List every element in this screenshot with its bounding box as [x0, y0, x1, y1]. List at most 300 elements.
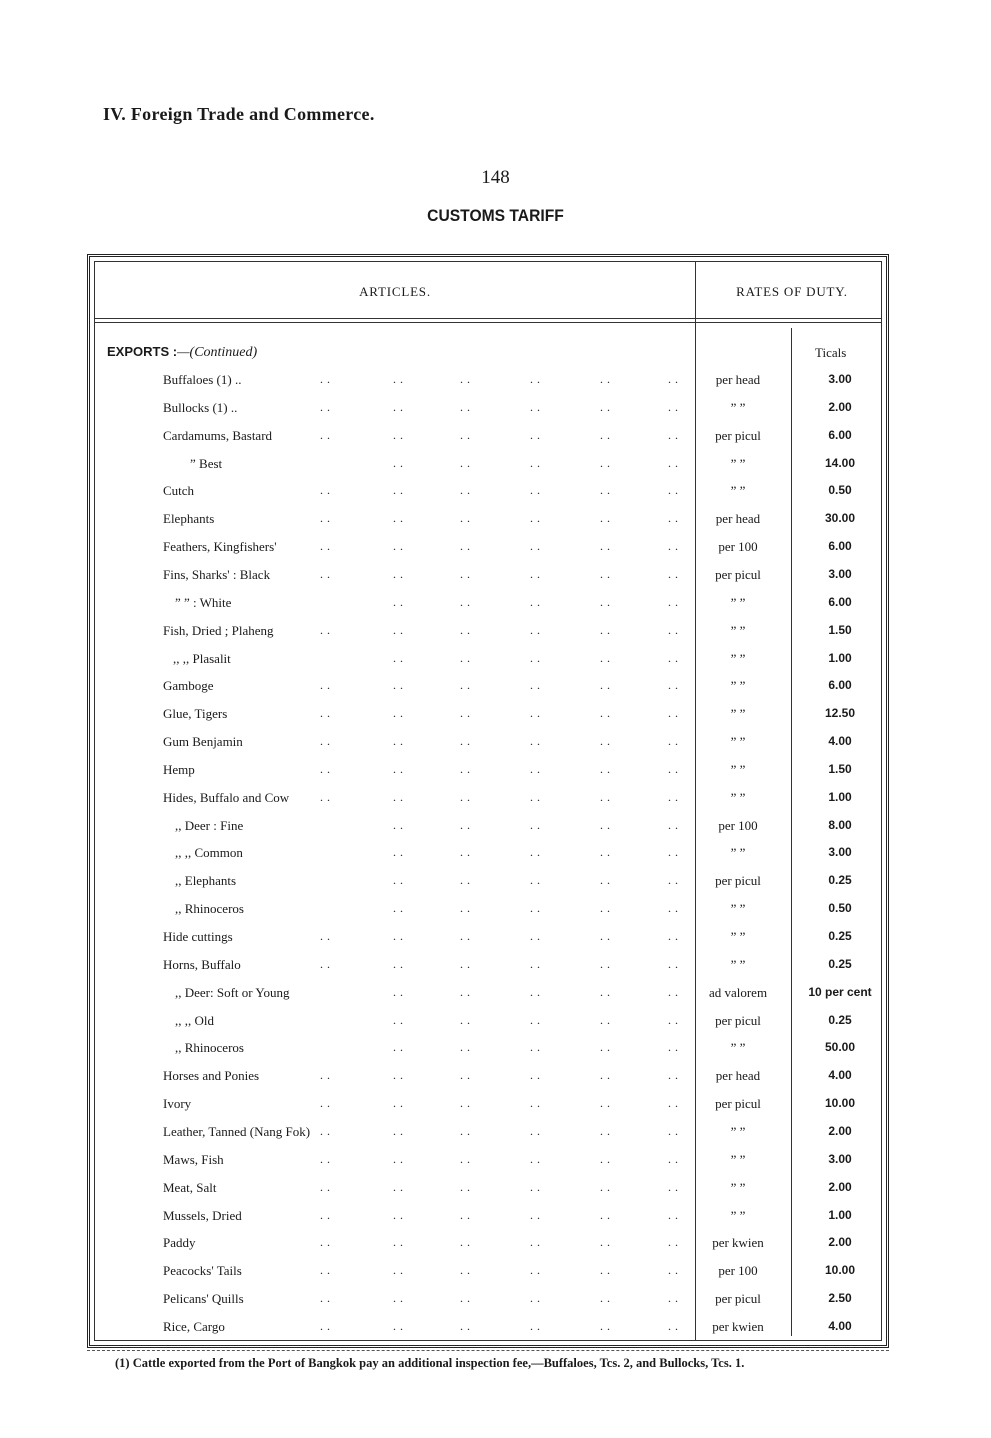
- duty-rate: 6.00: [828, 539, 852, 554]
- leader-dots: . .: [393, 1123, 404, 1138]
- duty-unit: ” ”: [730, 455, 746, 471]
- table-row: [0, 1096, 991, 1124]
- leader-dots: . .: [460, 901, 471, 916]
- duty-rate: 2.00: [828, 1235, 852, 1250]
- duty-rate: 6.00: [828, 594, 852, 609]
- leader-dots: . .: [320, 511, 331, 526]
- leader-dots: . .: [460, 483, 471, 498]
- table-row: [0, 985, 991, 1013]
- leader-dots: . .: [668, 1123, 679, 1138]
- currency-label: Ticals: [815, 345, 847, 360]
- duty-unit: ” ”: [730, 650, 746, 666]
- article-name: Gum Benjamin: [163, 734, 243, 750]
- document-title: CUSTOMS TARIFF: [427, 206, 564, 225]
- duty-unit: ” ”: [730, 789, 746, 805]
- table-row: [0, 511, 991, 539]
- duty-unit: per picul: [715, 566, 761, 582]
- article-name: ,, Deer: Soft or Young: [175, 984, 290, 1000]
- duty-unit: per picul: [715, 873, 761, 889]
- duty-rate: 4.00: [828, 1068, 852, 1083]
- leader-dots: . .: [460, 1207, 471, 1222]
- duty-rate: 4.00: [828, 734, 852, 749]
- duty-unit: ” ”: [730, 622, 746, 638]
- leader-dots: . .: [393, 1207, 404, 1222]
- leader-dots: . .: [460, 1012, 471, 1027]
- duty-rate: 30.00: [824, 511, 856, 526]
- duty-rate: 1.00: [828, 650, 852, 665]
- leader-dots: . .: [668, 1207, 679, 1222]
- article-name: Horses and Ponies: [163, 1068, 260, 1084]
- leader-dots: . .: [668, 594, 679, 609]
- leader-dots: . .: [393, 1291, 404, 1306]
- duty-unit: ad valorem: [708, 984, 768, 1000]
- leader-dots: . .: [668, 1012, 679, 1027]
- leader-dots: . .: [668, 1179, 679, 1194]
- table-row: [0, 873, 991, 901]
- leader-dots: . .: [668, 1096, 679, 1111]
- duty-rate: 0.50: [828, 901, 852, 916]
- leader-dots: . .: [530, 650, 541, 665]
- duty-unit: per head: [715, 511, 761, 527]
- leader-dots: . .: [460, 455, 471, 470]
- leader-dots: . .: [393, 427, 404, 442]
- leader-dots: . .: [393, 1151, 404, 1166]
- article-name: Bullocks (1) ..: [163, 399, 238, 415]
- leader-dots: . .: [600, 1318, 611, 1333]
- duty-unit: per kwien: [712, 1318, 764, 1334]
- article-name: Fish, Dried ; Plaheng: [163, 622, 274, 638]
- duty-unit: ” ”: [730, 706, 746, 722]
- duty-unit: per kwien: [712, 1235, 764, 1251]
- article-name: Hemp: [163, 761, 195, 777]
- leader-dots: . .: [320, 1235, 331, 1250]
- duty-rate: 0.25: [828, 929, 852, 943]
- leader-dots: . .: [320, 956, 331, 971]
- leader-dots: . .: [393, 1068, 404, 1083]
- article-name: Hides, Buffalo and Cow: [163, 789, 290, 805]
- leader-dots: . .: [460, 956, 471, 971]
- leader-dots: . .: [530, 566, 541, 581]
- leader-dots: . .: [668, 1235, 679, 1250]
- leader-dots: . .: [393, 1012, 404, 1027]
- leader-dots: . .: [460, 539, 471, 554]
- table-row: [0, 762, 991, 790]
- leader-dots: . .: [668, 1151, 679, 1166]
- leader-dots: . .: [668, 1263, 679, 1278]
- leader-dots: . .: [320, 1291, 331, 1306]
- leader-dots: . .: [460, 1123, 471, 1138]
- leader-dots: . .: [530, 1179, 541, 1194]
- leader-dots: . .: [600, 1040, 611, 1055]
- duty-unit: ” ”: [730, 845, 746, 861]
- leader-dots: . .: [460, 1235, 471, 1250]
- article-name: Peacocks' Tails: [163, 1263, 242, 1279]
- leader-dots: . .: [320, 1096, 331, 1111]
- article-name: Leather, Tanned (Nang Fok): [163, 1123, 311, 1139]
- duty-rate: 1.50: [828, 761, 852, 776]
- leader-dots: . .: [460, 372, 471, 386]
- leader-dots: . .: [530, 622, 541, 637]
- leader-dots: . .: [668, 761, 679, 776]
- leader-dots: . .: [600, 901, 611, 916]
- leader-dots: . .: [530, 1263, 541, 1278]
- leader-dots: . .: [530, 1123, 541, 1138]
- leader-dots: . .: [600, 706, 611, 721]
- leader-dots: . .: [320, 539, 331, 554]
- leader-dots: . .: [600, 789, 611, 804]
- leader-dots: . .: [460, 1291, 471, 1306]
- table-row: [0, 1263, 991, 1291]
- leader-dots: . .: [600, 455, 611, 470]
- duty-unit: per 100: [718, 539, 758, 555]
- duty-unit: per 100: [718, 817, 758, 833]
- leader-dots: . .: [668, 483, 679, 498]
- duty-rate: 4.00: [828, 1318, 852, 1333]
- page-number: 148: [481, 167, 510, 188]
- leader-dots: . .: [460, 761, 471, 776]
- leader-dots: . .: [320, 1318, 331, 1333]
- leader-dots: . .: [530, 1068, 541, 1083]
- duty-unit: ” ”: [730, 678, 746, 694]
- table-row: [0, 623, 991, 651]
- table-row: [0, 1068, 991, 1096]
- leader-dots: . .: [530, 1207, 541, 1222]
- article-name: ,, ,, Old: [175, 1012, 214, 1028]
- table-row: [0, 428, 991, 456]
- leader-dots: . .: [460, 1040, 471, 1055]
- duty-unit: per 100: [718, 1263, 758, 1279]
- leader-dots: . .: [530, 1318, 541, 1333]
- duty-unit: ” ”: [730, 1179, 746, 1195]
- leader-dots: . .: [668, 901, 679, 916]
- leader-dots: . .: [460, 427, 471, 442]
- leader-dots: . .: [393, 678, 404, 693]
- table-row: [0, 818, 991, 846]
- leader-dots: . .: [600, 1235, 611, 1250]
- article-name: Buffaloes (1) ..: [163, 372, 242, 387]
- leader-dots: . .: [530, 1235, 541, 1250]
- leader-dots: . .: [530, 789, 541, 804]
- article-name: Elephants: [163, 511, 215, 527]
- leader-dots: . .: [600, 566, 611, 581]
- leader-dots: . .: [668, 706, 679, 721]
- leader-dots: . .: [600, 678, 611, 693]
- leader-dots: . .: [320, 706, 331, 721]
- duty-rate: 1.00: [828, 1207, 852, 1222]
- leader-dots: . .: [668, 789, 679, 804]
- leader-dots: . .: [320, 761, 331, 776]
- leader-dots: . .: [460, 650, 471, 665]
- leader-dots: . .: [393, 1040, 404, 1055]
- leader-dots: . .: [530, 539, 541, 554]
- leader-dots: . .: [320, 678, 331, 693]
- leader-dots: . .: [460, 734, 471, 749]
- leader-dots: . .: [393, 594, 404, 609]
- duty-rate: 10 per cent: [808, 984, 872, 999]
- duty-rate: 3.00: [828, 372, 852, 386]
- column-header-articles: ARTICLES.: [359, 284, 431, 299]
- table-row: [0, 595, 991, 623]
- duty-unit: per picul: [715, 1096, 761, 1112]
- duty-unit: ” ”: [730, 761, 746, 777]
- duty-rate: 2.00: [828, 399, 852, 414]
- leader-dots: . .: [393, 929, 404, 943]
- group-label-text: EXPORTS :: [107, 344, 178, 359]
- leader-dots: . .: [668, 650, 679, 665]
- leader-dots: . .: [668, 984, 679, 999]
- duty-rate: 0.25: [828, 1012, 852, 1027]
- article-name: Maws, Fish: [163, 1151, 224, 1167]
- leader-dots: . .: [320, 1151, 331, 1166]
- duty-unit: ” ”: [730, 734, 746, 750]
- duty-rate: 10.00: [824, 1263, 856, 1278]
- duty-rate: 3.00: [828, 845, 852, 860]
- leader-dots: . .: [393, 1179, 404, 1194]
- duty-rate: 12.50: [824, 706, 856, 721]
- leader-dots: . .: [668, 511, 679, 526]
- leader-dots: . .: [668, 1318, 679, 1333]
- leader-dots: . .: [393, 1235, 404, 1250]
- leader-dots: . .: [530, 984, 541, 999]
- leader-dots: . .: [530, 1151, 541, 1166]
- leader-dots: . .: [600, 622, 611, 637]
- article-name: ,, Elephants: [175, 873, 237, 889]
- leader-dots: . .: [460, 929, 471, 943]
- leader-dots: . .: [530, 873, 541, 888]
- duty-rate: 10.00: [824, 1096, 856, 1111]
- leader-dots: . .: [530, 483, 541, 498]
- leader-dots: . .: [320, 734, 331, 749]
- leader-dots: . .: [668, 845, 679, 860]
- duty-rate: 2.00: [828, 1179, 852, 1194]
- duty-unit: ” ”: [730, 483, 746, 499]
- leader-dots: . .: [668, 372, 679, 386]
- leader-dots: . .: [320, 622, 331, 637]
- article-name: Glue, Tigers: [163, 706, 228, 722]
- article-name: ” ” : White: [175, 594, 232, 610]
- table-row: [0, 400, 991, 428]
- duty-unit: per picul: [715, 427, 761, 443]
- leader-dots: . .: [530, 511, 541, 526]
- leader-dots: . .: [460, 706, 471, 721]
- leader-dots: . .: [530, 734, 541, 749]
- article-name: Hide cuttings: [163, 929, 233, 944]
- leader-dots: . .: [600, 539, 611, 554]
- leader-dots: . .: [530, 399, 541, 414]
- leader-dots: . .: [393, 539, 404, 554]
- table-row: [0, 1235, 991, 1263]
- leader-dots: . .: [393, 483, 404, 498]
- leader-dots: . .: [600, 1096, 611, 1111]
- leader-dots: . .: [600, 956, 611, 971]
- table-row: [0, 1208, 991, 1236]
- article-name: ,, ,, Plasalit: [173, 650, 231, 666]
- leader-dots: . .: [320, 427, 331, 442]
- leader-dots: . .: [668, 817, 679, 832]
- leader-dots: . .: [320, 1179, 331, 1194]
- leader-dots: . .: [460, 845, 471, 860]
- leader-dots: . .: [668, 455, 679, 470]
- article-name: ,, ,, Common: [175, 845, 243, 861]
- leader-dots: . .: [460, 511, 471, 526]
- leader-dots: . .: [530, 761, 541, 776]
- leader-dots: . .: [530, 901, 541, 916]
- leader-dots: . .: [530, 455, 541, 470]
- table-row: [0, 1124, 991, 1152]
- table-row: [0, 1291, 991, 1319]
- article-name: ,, Deer : Fine: [175, 817, 244, 833]
- leader-dots: . .: [393, 984, 404, 999]
- footnote: (1) Cattle exported from the Port of Bangkok pay an additional inspection fee,—Buffaloes, Tcs. 2, and Bullocks, Tcs. 1.: [115, 1356, 745, 1370]
- leader-dots: . .: [600, 1291, 611, 1306]
- leader-dots: . .: [600, 873, 611, 888]
- leader-dots: . .: [393, 399, 404, 414]
- table-row: [0, 845, 991, 873]
- leader-dots: . .: [393, 873, 404, 888]
- leader-dots: . .: [393, 1096, 404, 1111]
- leader-dots: . .: [530, 1012, 541, 1027]
- leader-dots: . .: [600, 1123, 611, 1138]
- article-name: ,, Rhinoceros: [175, 901, 244, 917]
- leader-dots: . .: [460, 1068, 471, 1083]
- article-name: Feathers, Kingfishers': [163, 539, 277, 555]
- leader-dots: . .: [460, 1151, 471, 1166]
- leader-dots: . .: [668, 566, 679, 581]
- leader-dots: . .: [393, 372, 404, 386]
- leader-dots: . .: [600, 1179, 611, 1194]
- duty-unit: ” ”: [730, 1040, 746, 1056]
- leader-dots: . .: [600, 650, 611, 665]
- leader-dots: . .: [530, 1096, 541, 1111]
- article-name: Horns, Buffalo: [163, 956, 241, 972]
- leader-dots: . .: [320, 372, 331, 386]
- table-row: [0, 929, 991, 957]
- duty-unit: ” ”: [730, 399, 746, 415]
- leader-dots: . .: [600, 483, 611, 498]
- leader-dots: . .: [600, 845, 611, 860]
- leader-dots: . .: [460, 594, 471, 609]
- leader-dots: . .: [600, 372, 611, 386]
- table-row: [0, 1180, 991, 1208]
- leader-dots: . .: [320, 929, 331, 943]
- leader-dots: . .: [320, 1263, 331, 1278]
- leader-dots: . .: [530, 956, 541, 971]
- section-heading: IV. Foreign Trade and Commerce.: [103, 104, 375, 124]
- leader-dots: . .: [393, 1318, 404, 1333]
- leader-dots: . .: [668, 622, 679, 637]
- duty-rate: 50.00: [824, 1040, 856, 1055]
- leader-dots: . .: [600, 817, 611, 832]
- leader-dots: . .: [393, 734, 404, 749]
- table-row: [0, 706, 991, 734]
- leader-dots: . .: [600, 511, 611, 526]
- group-label-continued: —(Continued): [177, 345, 258, 360]
- leader-dots: . .: [393, 901, 404, 916]
- leader-dots: . .: [393, 956, 404, 971]
- leader-dots: . .: [320, 1207, 331, 1222]
- duty-unit: ” ”: [730, 594, 746, 610]
- duty-unit: ” ”: [730, 1207, 746, 1223]
- leader-dots: . .: [460, 678, 471, 693]
- leader-dots: . .: [530, 1040, 541, 1055]
- leader-dots: . .: [320, 1068, 331, 1083]
- leader-dots: . .: [668, 734, 679, 749]
- leader-dots: . .: [320, 566, 331, 581]
- leader-dots: . .: [668, 1291, 679, 1306]
- duty-unit: per head: [715, 372, 761, 387]
- article-name: Paddy: [163, 1235, 196, 1251]
- leader-dots: . .: [600, 1151, 611, 1166]
- leader-dots: . .: [600, 1207, 611, 1222]
- leader-dots: . .: [530, 678, 541, 693]
- article-name: ” Best: [190, 455, 223, 471]
- leader-dots: . .: [460, 399, 471, 414]
- leader-dots: . .: [530, 706, 541, 721]
- leader-dots: . .: [393, 817, 404, 832]
- article-name: Cardamums, Bastard: [163, 427, 273, 443]
- table-row: [0, 678, 991, 706]
- duty-unit: per picul: [715, 1291, 761, 1307]
- duty-rate: 1.50: [828, 622, 852, 637]
- leader-dots: . .: [460, 1318, 471, 1333]
- table-row: [0, 790, 991, 818]
- duty-rate: 3.00: [828, 1151, 852, 1166]
- bottom-rule: [87, 1350, 889, 1351]
- leader-dots: . .: [393, 511, 404, 526]
- leader-dots: . .: [668, 539, 679, 554]
- duty-rate: 2.50: [828, 1291, 852, 1306]
- leader-dots: . .: [460, 873, 471, 888]
- table-row: [0, 483, 991, 511]
- table-row: [0, 1152, 991, 1180]
- table-row: [0, 1319, 991, 1347]
- leader-dots: . .: [393, 1263, 404, 1278]
- leader-dots: . .: [668, 1068, 679, 1083]
- article-name: Meat, Salt: [163, 1179, 217, 1195]
- leader-dots: . .: [530, 817, 541, 832]
- article-name: Gamboge: [163, 678, 214, 694]
- leader-dots: . .: [460, 984, 471, 999]
- leader-dots: . .: [320, 399, 331, 414]
- leader-dots: . .: [460, 566, 471, 581]
- leader-dots: . .: [600, 984, 611, 999]
- table-row: [0, 1013, 991, 1041]
- leader-dots: . .: [460, 1096, 471, 1111]
- leader-dots: . .: [320, 483, 331, 498]
- article-name: Pelicans' Quills: [163, 1291, 244, 1307]
- leader-dots: . .: [600, 594, 611, 609]
- leader-dots: . .: [393, 845, 404, 860]
- leader-dots: . .: [600, 734, 611, 749]
- leader-dots: . .: [600, 1012, 611, 1027]
- leader-dots: . .: [600, 1263, 611, 1278]
- leader-dots: . .: [460, 1179, 471, 1194]
- leader-dots: . .: [530, 1291, 541, 1306]
- leader-dots: . .: [320, 789, 331, 804]
- table-row: [0, 957, 991, 985]
- article-name: Rice, Cargo: [163, 1318, 225, 1334]
- duty-unit: ” ”: [730, 929, 746, 944]
- leader-dots: . .: [668, 678, 679, 693]
- table-row: [0, 539, 991, 567]
- leader-dots: . .: [530, 929, 541, 943]
- leader-dots: . .: [320, 1123, 331, 1138]
- leader-dots: . .: [460, 622, 471, 637]
- leader-dots: . .: [393, 650, 404, 665]
- table-row: [0, 1040, 991, 1068]
- duty-rate: 1.00: [828, 789, 852, 804]
- duty-rate: 3.00: [828, 566, 852, 581]
